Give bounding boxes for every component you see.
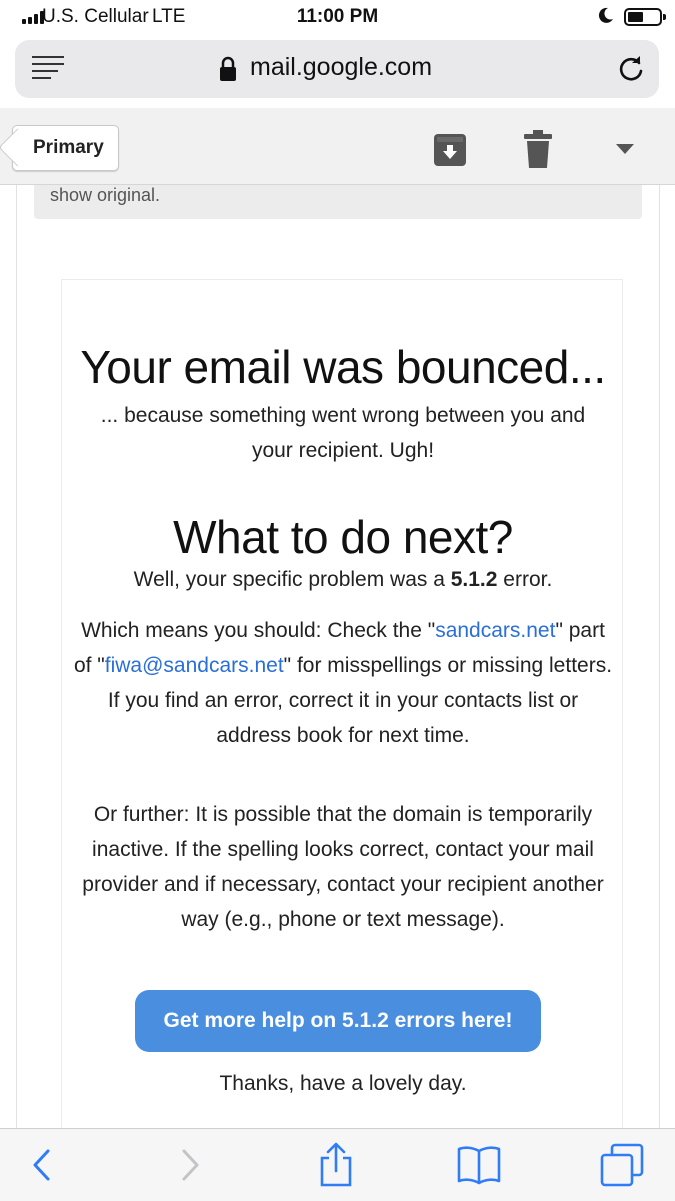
tabs-icon[interactable] (600, 1143, 644, 1187)
bookmarks-icon[interactable] (456, 1145, 502, 1185)
bounce-subtitle: ... because something went wrong between you and your recipient. Ugh! (100, 404, 586, 462)
back-button-label: Primary (33, 137, 104, 158)
instructions-prefix: Which means you should: Check the " (81, 619, 436, 642)
recipient-address-link[interactable]: fiwa@sandcars.net (104, 654, 284, 677)
show-original-box[interactable] (34, 185, 642, 219)
address-bar[interactable] (15, 40, 659, 98)
get-help-button[interactable]: Get more help on 5.1.2 errors here! (135, 990, 541, 1052)
lock-icon (217, 54, 239, 84)
problem-line (62, 568, 624, 592)
back-to-primary-button[interactable] (12, 125, 119, 171)
bounce-card (61, 279, 623, 1130)
error-code: 5.1.2 (450, 568, 498, 591)
show-original-text: show original. (50, 185, 161, 205)
problem-prefix: Well, your specific problem was a (133, 568, 451, 591)
back-arrow-icon[interactable] (30, 1147, 52, 1183)
problem-suffix: error. (497, 568, 553, 591)
domain-link[interactable]: sandcars.net (435, 619, 556, 642)
delete-icon[interactable] (524, 130, 552, 168)
more-dropdown-icon[interactable] (616, 144, 634, 154)
clock: 11:00 PM (296, 6, 379, 27)
bounce-title: Your email was bounced... (80, 341, 606, 393)
network-type: LTE (152, 6, 186, 27)
url-text[interactable]: mail.google.com (250, 53, 433, 81)
archive-icon[interactable] (434, 134, 466, 166)
instructions-middle: " part of " (73, 619, 605, 677)
carrier-name: U.S. Cellular (42, 6, 149, 27)
do-not-disturb-moon-icon (597, 6, 615, 24)
browser-bottom-toolbar (0, 1128, 675, 1201)
thanks-text: Thanks, have a lovely day. (219, 1072, 467, 1095)
forward-arrow-icon[interactable] (180, 1147, 202, 1183)
battery-icon (624, 8, 662, 26)
further-paragraph: Or further: It is possible that the domain is temporarily inactive. If the spelling looks correct, contact your mail provider and if necessary, contact your recipient another way (e.g., phone or text message). (82, 803, 604, 931)
status-bar (0, 0, 675, 36)
gmail-toolbar (0, 108, 675, 185)
instructions-paragraph (62, 613, 624, 753)
share-icon[interactable] (318, 1141, 354, 1187)
instructions-suffix: " for misspellings or missing letters. If you find an error, correct it in your contacts list or address book for next time. (107, 654, 613, 747)
email-body (16, 185, 660, 1130)
next-steps-heading: What to do next? (173, 511, 513, 563)
reload-icon[interactable] (617, 54, 645, 84)
reader-menu-icon[interactable] (32, 56, 64, 82)
